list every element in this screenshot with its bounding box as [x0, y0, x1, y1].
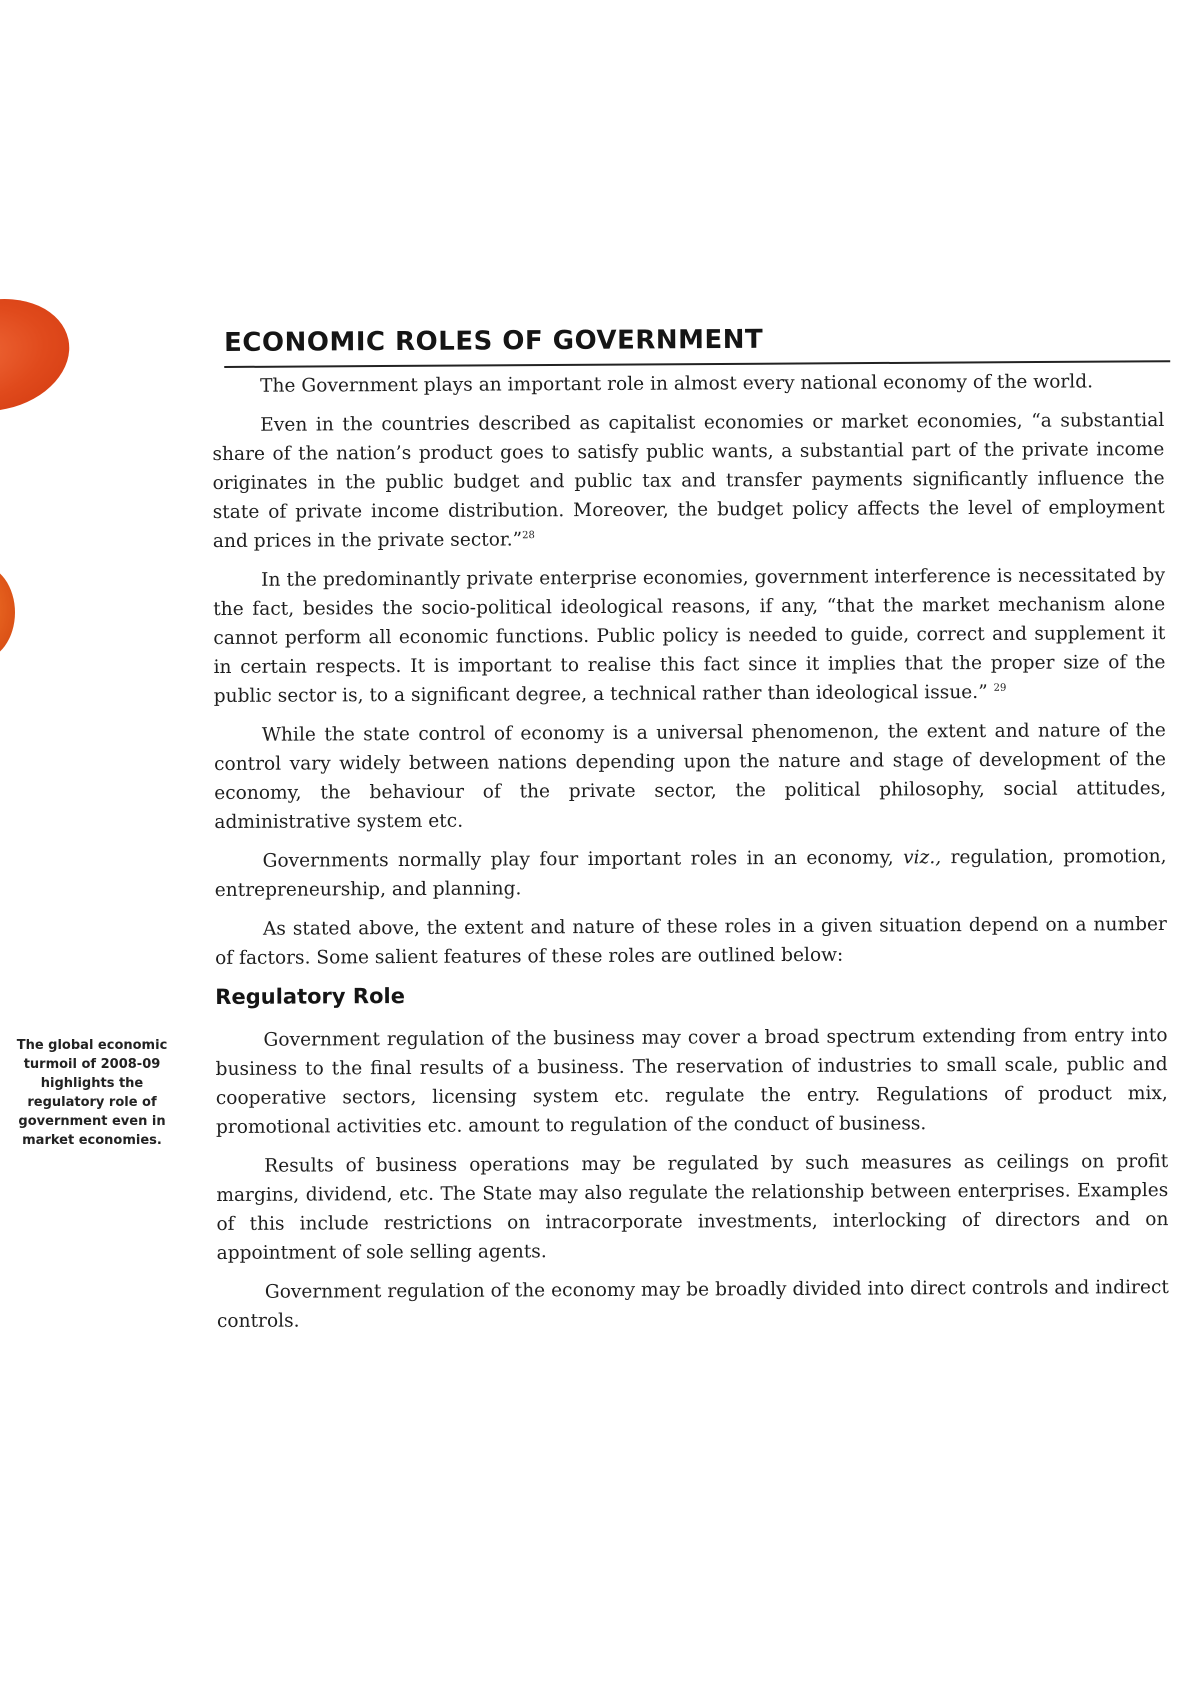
- paragraph-text: Government regulation of the economy may be broadly divided into direct controls and indirect controls.: [216, 1277, 1169, 1332]
- paragraph: [217, 1273, 1169, 1336]
- paragraph-text: The Government plays an important role in almost every national economy of the world.: [260, 371, 1094, 397]
- paragraph-text: Governments normally play four important roles in an economy,: [262, 847, 894, 872]
- paragraph-text: Results of business operations may be regulated by such measures as ceilings on profit margins, dividend, etc. The State may also regulate the relationship between enterprises. Examples of this include restrictions on intracorporate investments, interlocking of directors and on appointment of sole selling agents.: [216, 1151, 1169, 1264]
- margin-note: The global economic turmoil of 2008-09 highlights the regulatory role of government even in market economies.: [16, 1038, 168, 1148]
- footnote-ref: 28: [522, 530, 535, 542]
- paragraph: [215, 910, 1167, 973]
- paragraph-text: Even in the countries described as capitalist economies or market economies, “a substantial share of the nation’s product goes to satisfy public wants, a substantial part of the private income originates in the public budget and public tax and transfer payments significantly influence the state of private income distribution. Moreover, the budget policy affects the level of employment and prices in the private sector.”: [212, 410, 1165, 552]
- section-body: [212, 367, 1169, 1346]
- paragraph: [214, 716, 1167, 837]
- paragraph: [212, 367, 1164, 401]
- paragraph: [215, 1021, 1168, 1142]
- paragraph-text: In the predominantly private enterprise economies, government interference is necessitated by the fact, besides the socio-political ideological reasons, if any, “that the market mechanism alone cannot perform all economic functions. Public policy is needed to guide, correct and supplement it in certain respects. It is important to realise this fact since it implies that the proper size of the public sector is, to a significant degree, a technical rather than ideological issue.”: [213, 565, 1166, 707]
- subheading: Regulatory Role: [215, 983, 405, 1009]
- paragraph-text: As stated above, the extent and nature of these roles in a given situation depend on a number of factors. Some salient features of these roles are outlined below:: [215, 914, 1167, 969]
- section-heading: ECONOMIC ROLES OF GOVERNMENT: [224, 322, 1170, 368]
- paragraph: [212, 406, 1165, 556]
- paragraph-text: Government regulation of the business may cover a broad spectrum extending from entry into business to the final results of a business. The reservation of industries to small scale, public and cooperative sectors, licensing system etc. regulate the entry. Regulations of product mix, promotional activities etc. amount to regulation of the conduct of business.: [215, 1025, 1168, 1138]
- paragraph: [214, 842, 1166, 905]
- paragraph: [213, 561, 1166, 711]
- paragraph: [216, 1147, 1169, 1268]
- paragraph-text: regulation, promotion, entrepreneurship, and planning.: [214, 846, 1167, 901]
- footnote-ref: 29: [993, 682, 1007, 694]
- viz-italic: viz.,: [903, 847, 942, 869]
- paragraph-text: While the state control of economy is a universal phenomenon, the extent and nature of the control vary widely between nations depending upon the nature and stage of development of the economy, the behaviour of the private sector, the political philosophy, social attitudes, administrative system etc.: [214, 720, 1167, 833]
